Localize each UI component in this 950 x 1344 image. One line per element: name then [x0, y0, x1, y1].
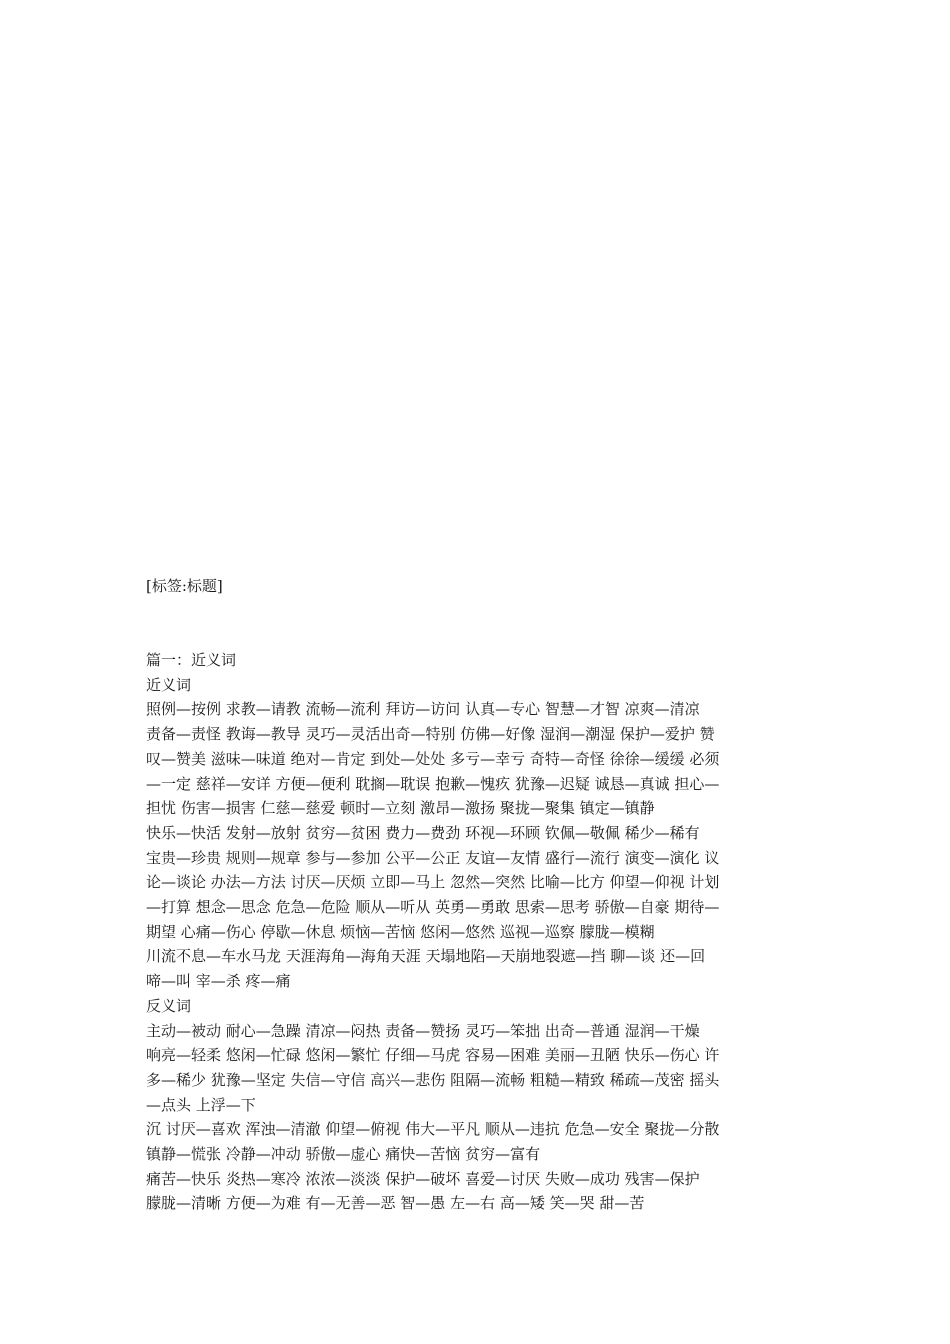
- text-line: 主动—被动 耐心—急躁 清凉—闷热 责备—赞扬 灵巧—笨拙 出奇—普通 湿润—干燥: [146, 1021, 700, 1040]
- text-line: 痛苦—快乐 炎热—寒冷 浓浓—淡淡 保护—破坏 喜爱—讨厌 失败—成功 残害—保护: [146, 1169, 700, 1188]
- text-line: 镇静—慌张 冷静—冲动 骄傲—虚心 痛快—苦恼 贫穷—富有: [146, 1145, 541, 1164]
- subheading-antonyms: 反义词: [146, 996, 192, 1015]
- text-line: 朦胧—清晰 方便—为难 有—无善—恶 智—愚 左—右 高—矮 笑—哭 甜—苦: [146, 1194, 645, 1213]
- subheading-synonyms: 近义词: [146, 675, 192, 694]
- text-line: 沉 讨厌—喜欢 浑浊—清澈 仰望—俯视 伟大—平凡 顺从—违抗 危急—安全 聚拢—分散: [146, 1120, 720, 1139]
- text-line: 叹—赞美 滋味—味道 绝对—肯定 到处—处处 多亏—幸亏 奇特—奇怪 徐徐—缓缓 必须: [146, 749, 720, 768]
- text-line: 责备—责怪 教诲—教导 灵巧—灵活出奇—特别 仿佛—好像 湿润—潮湿 保护—爱护 赞: [146, 725, 715, 744]
- text-line: 期望 心痛—伤心 停歇—休息 烦恼—苦恼 悠闲—悠然 巡视—巡察 朦胧—模糊: [146, 922, 655, 941]
- text-line: 多—稀少 犹豫—坚定 失信—守信 高兴—悲伤 阻隔—流畅 粗糙—精致 稀疏—茂密 摇头: [146, 1070, 720, 1089]
- text-line: 论—谈论 办法—方法 讨厌—厌烦 立即—马上 忽然—突然 比喻—比方 仰望—仰视 计划: [146, 873, 720, 892]
- text-line: 照例—按例 求教—请教 流畅—流利 拜访—访问 认真—专心 智慧—才智 凉爽—清凉: [146, 700, 700, 719]
- text-line: 川流不息—车水马龙 天涯海角—海角天涯 天塌地陷—天崩地裂遮—挡 聊—谈 还—回: [146, 947, 706, 966]
- tag-label: [标签:标题]: [146, 577, 223, 595]
- text-line: —点头 上浮—下: [146, 1095, 256, 1114]
- text-line: 响亮—轻柔 悠闲—忙碌 悠闲—繁忙 仔细—马虎 容易—困难 美丽—丑陋 快乐—伤心 许: [146, 1046, 720, 1065]
- text-line: 啼—叫 宰—杀 疼—痛: [146, 972, 291, 991]
- document-body: [146, 648, 811, 1216]
- text-line: —一定 慈祥—安详 方便—便利 耽搁—耽误 抱歉—愧疚 犹豫—迟疑 诚恳—真诚 担心—: [146, 774, 720, 793]
- text-line: —打算 想念—思念 危急—危险 顺从—听从 英勇—勇敢 思索—思考 骄傲—自豪 期待—: [146, 898, 720, 917]
- section-heading: 篇一：近义词: [146, 651, 237, 669]
- text-line: 宝贵—珍贵 规则—规章 参与—参加 公平—公正 友谊—友情 盛行—流行 演变—演化 议: [146, 848, 720, 867]
- text-line: 担忧 伤害—损害 仁慈—慈爱 顿时—立刻 激昂—激扬 聚拢—聚集 镇定—镇静: [146, 799, 655, 818]
- text-line: 快乐—快活 发射—放射 贫穷—贫困 费力—费劲 环视—环顾 钦佩—敬佩 稀少—稀有: [146, 823, 700, 842]
